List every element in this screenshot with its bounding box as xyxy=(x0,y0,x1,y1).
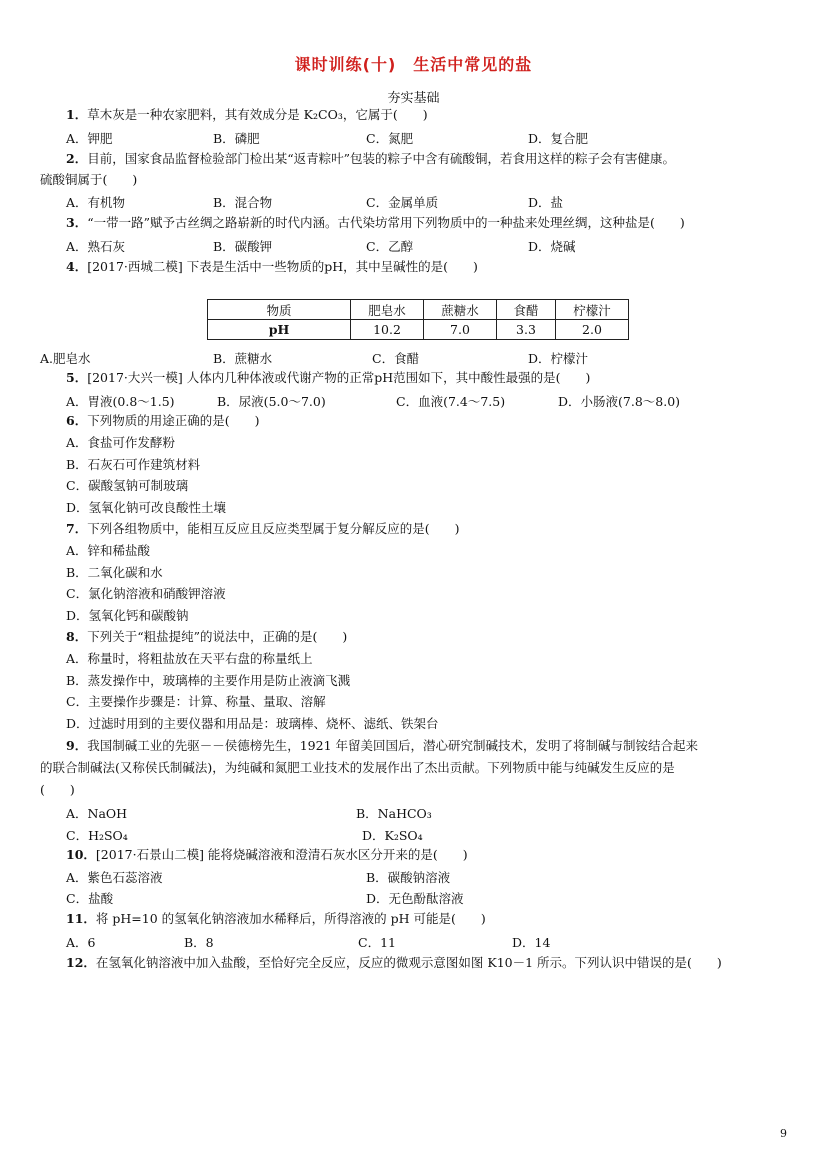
option-a[interactable]: A．NaOH xyxy=(66,806,128,821)
table-header-cell: 物质 xyxy=(208,300,351,320)
question-9 xyxy=(66,738,698,754)
question-2 xyxy=(66,151,675,167)
option-c[interactable]: C．金属单质 xyxy=(366,195,439,210)
option-c[interactable]: C．乙醇 xyxy=(366,239,414,254)
option-d[interactable]: D．氢氧化钠可改良酸性土壤 xyxy=(66,500,227,515)
question-number: 10． xyxy=(66,847,96,862)
table-row xyxy=(208,320,629,340)
option-d[interactable]: D．复合肥 xyxy=(528,131,589,146)
option-b[interactable]: B．NaHCO₃ xyxy=(356,806,432,821)
question-number: 9． xyxy=(66,738,88,753)
question-text: 草木灰是一种农家肥料，其有效成分是 K₂CO₃，它属于( ) xyxy=(87,107,428,122)
option-c[interactable]: C．主要操作步骤是：计算、称量、量取、溶解 xyxy=(66,694,326,709)
option-a[interactable]: A．6 xyxy=(66,935,96,950)
ph-table xyxy=(207,299,629,340)
question-number: 1． xyxy=(66,107,88,122)
question-text: [2017·大兴一模] 人体内几种体液或代谢产物的正常pH范围如下，其中酸性最强的是( ) xyxy=(87,370,591,385)
question-number: 3． xyxy=(66,215,88,230)
option-b[interactable]: B．石灰石可作建筑材料 xyxy=(66,457,201,472)
question-number: 6． xyxy=(66,413,88,428)
question-text: [2017·西城二模] 下表是生活中一些物质的pH，其中呈碱性的是( ) xyxy=(87,259,478,274)
option-c[interactable]: C．氮肥 xyxy=(366,131,414,146)
page-title: 课时训练(十) 生活中常见的盐 xyxy=(294,55,533,74)
option-a[interactable]: A．锌和稀盐酸 xyxy=(66,543,151,558)
option-d[interactable]: D．烧碱 xyxy=(528,239,576,254)
table-header-cell: 柠檬汁 xyxy=(556,300,629,320)
option-d[interactable]: D．K₂SO₄ xyxy=(362,828,423,843)
option-b[interactable]: B．碳酸钾 xyxy=(213,239,273,254)
option-b[interactable]: B．尿液(5.0～7.0) xyxy=(217,394,326,409)
page-number: 9 xyxy=(780,1127,787,1140)
option-d[interactable]: D．盐 xyxy=(528,195,564,210)
question-text: [2017·石景山二模] 能将烧碱溶液和澄清石灰水区分开来的是( ) xyxy=(95,847,468,862)
question-number: 4． xyxy=(66,259,88,274)
question-5 xyxy=(66,370,590,386)
question-text: 将 pH=10 的氢氧化钠溶液加水稀释后，所得溶液的 pH 可能是( ) xyxy=(95,911,486,926)
option-b[interactable]: B．碳酸钠溶液 xyxy=(366,870,451,885)
option-a[interactable]: A．钾肥 xyxy=(66,131,113,146)
option-a[interactable]: A．称量时，将粗盐放在天平右盘的称量纸上 xyxy=(66,651,313,666)
table-header-row xyxy=(208,300,629,320)
question-8 xyxy=(66,629,347,645)
table-cell: 7.0 xyxy=(424,320,497,340)
option-d[interactable]: D．过滤时用到的主要仪器和用品是：玻璃棒、烧杯、滤纸、铁架台 xyxy=(66,716,439,731)
table-cell: 3.3 xyxy=(497,320,556,340)
question-number: 5． xyxy=(66,370,88,385)
option-c[interactable]: C．碳酸氢钠可制玻璃 xyxy=(66,478,189,493)
option-a[interactable]: A．胃液(0.8～1.5) xyxy=(66,394,175,409)
option-c[interactable]: C．盐酸 xyxy=(66,891,114,906)
option-b[interactable]: B．混合物 xyxy=(213,195,273,210)
table-header-cell: 肥皂水 xyxy=(351,300,424,320)
question-text: 目前，国家食品监督检验部门检出某“返青粽叶”包装的粽子中含有硫酸铜，若食用这样的粽子会有害健康。 xyxy=(87,151,675,166)
question-4 xyxy=(66,259,478,275)
option-a[interactable]: A．有机物 xyxy=(66,195,126,210)
question-number: 8． xyxy=(66,629,88,644)
question-number: 7． xyxy=(66,521,88,536)
question-text: 下列各组物质中，能相互反应且反应类型属于复分解反应的是( ) xyxy=(87,521,460,536)
option-c[interactable]: C．氯化钠溶液和硝酸钾溶液 xyxy=(66,586,226,601)
question-1 xyxy=(66,107,428,123)
question-text: 我国制碱工业的先驱－－侯德榜先生，1921 年留美回国后，潜心研究制碱技术，发明了将制碱与制铵结合起来 xyxy=(87,738,698,753)
question-text: “一带一路”赋予古丝绸之路崭新的时代内涵。古代染坊常用下列物质中的一种盐来处理丝绸，这种盐是( ) xyxy=(87,215,685,230)
table-cell: 2.0 xyxy=(556,320,629,340)
option-b[interactable]: B．磷肥 xyxy=(213,131,260,146)
question-2-continued: 硫酸铜属于( ) xyxy=(40,172,138,187)
question-number: 2． xyxy=(66,151,88,166)
table-row-label: pH xyxy=(208,320,351,340)
question-text: 下列物质的用途正确的是( ) xyxy=(87,413,260,428)
question-9-continued: 的联合制碱法(又称侯氏制碱法)，为纯碱和氮肥工业技术的发展作出了杰出贡献。下列物质中能与纯碱发生反应的是 xyxy=(40,760,675,775)
question-12 xyxy=(66,955,722,971)
option-d[interactable]: D．无色酚酞溶液 xyxy=(366,891,464,906)
question-9-blank: ( ) xyxy=(40,782,75,797)
question-11 xyxy=(66,911,486,927)
question-3 xyxy=(66,215,685,231)
table-header-cell: 食醋 xyxy=(497,300,556,320)
option-d[interactable]: D．氢氧化钙和碳酸钠 xyxy=(66,608,189,623)
option-a[interactable]: A．紫色石蕊溶液 xyxy=(66,870,163,885)
table-cell: 10.2 xyxy=(351,320,424,340)
question-7 xyxy=(66,521,459,537)
option-c[interactable]: C．11 xyxy=(358,935,396,950)
question-number: 11． xyxy=(66,911,96,926)
option-b[interactable]: B．二氧化碳和水 xyxy=(66,565,163,580)
option-c[interactable]: C．H₂SO₄ xyxy=(66,828,128,843)
question-10 xyxy=(66,847,468,863)
section-heading: 夯实基础 xyxy=(387,91,440,106)
question-text: 下列关于“粗盐提纯”的说法中，正确的是( ) xyxy=(87,629,348,644)
option-c[interactable]: C．食醋 xyxy=(372,351,420,366)
question-6 xyxy=(66,413,259,429)
option-c[interactable]: C．血液(7.4～7.5) xyxy=(396,394,506,409)
option-b[interactable]: B．8 xyxy=(184,935,214,950)
option-d[interactable]: D．14 xyxy=(512,935,551,950)
table-header-cell: 蔗糖水 xyxy=(424,300,497,320)
question-number: 12． xyxy=(66,955,96,970)
question-text: 在氢氧化钠溶液中加入盐酸，至恰好完全反应，反应的微观示意图如图 K10－1 所示。下列认识中错误的是( ) xyxy=(95,955,722,970)
option-b[interactable]: B．蔗糖水 xyxy=(213,351,273,366)
option-d[interactable]: D．柠檬汁 xyxy=(528,351,589,366)
option-a[interactable]: A.肥皂水 xyxy=(40,351,91,366)
option-b[interactable]: B．蒸发操作中，玻璃棒的主要作用是防止液滴飞溅 xyxy=(66,673,351,688)
option-a[interactable]: A．食盐可作发酵粉 xyxy=(66,435,176,450)
option-d[interactable]: D．小肠液(7.8～8.0) xyxy=(558,394,681,409)
option-a[interactable]: A．熟石灰 xyxy=(66,239,126,254)
